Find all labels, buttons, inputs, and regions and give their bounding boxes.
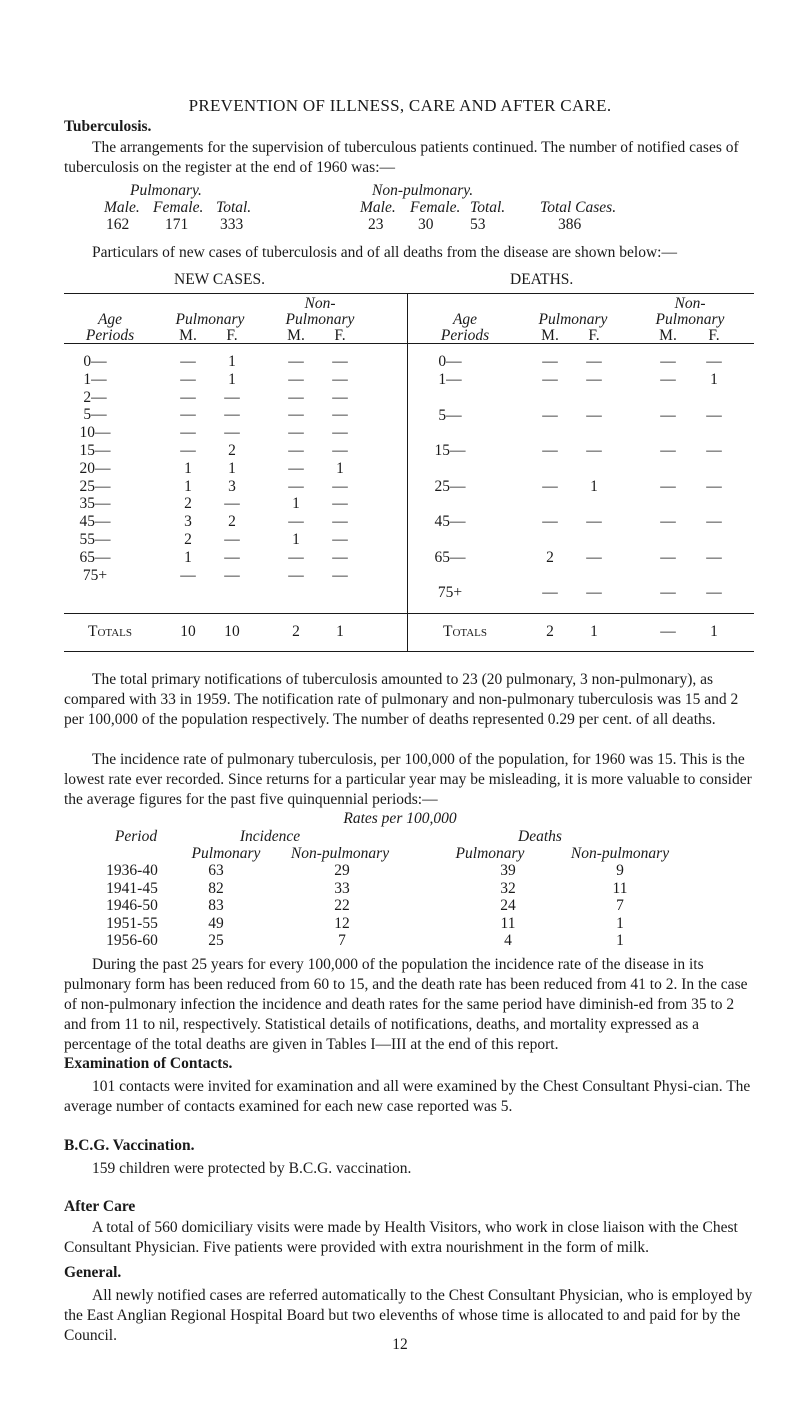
particulars-paragraph: Particulars of new cases of tuberculosis and of all deaths from the disease are shown below:— — [92, 244, 677, 261]
d-nf-cell: — — [706, 353, 722, 370]
page-number: 12 — [392, 1336, 408, 1353]
rates-inc-p-cell: 25 — [208, 932, 224, 949]
nc-pm-cell: — — [180, 370, 196, 388]
nc-nf-cell: — — [332, 531, 348, 548]
nc-age-cell: 1— — [83, 370, 107, 388]
d-pf-cell: — — [586, 353, 602, 370]
table-totals-rule — [64, 613, 754, 614]
d-pulmonary-header: Pulmonary — [538, 311, 608, 328]
register-pul-female: 171 — [165, 216, 189, 233]
contacts-heading: Examination of Contacts. — [64, 1055, 233, 1072]
register-np-total-label: Total. — [470, 199, 506, 216]
nc-age-cell: 75+ — [82, 566, 108, 584]
d-nm-cell: — — [660, 513, 676, 530]
nc-nm-cell: — — [288, 442, 304, 459]
d-total-nm: — — [660, 623, 676, 640]
aftercare-heading: After Care — [64, 1198, 136, 1215]
contacts-paragraph: 101 contacts were invited for examination and all were examined by the Chest Consultant Physi-cian. The average number of contacts examined for each new case reported was 5. — [64, 1078, 751, 1115]
d-age-cell: 65— — [434, 549, 466, 566]
register-pul-male: 162 — [106, 216, 130, 233]
table-divider — [407, 293, 408, 651]
bcg-paragraph: 159 children were protected by B.C.G. vaccination. — [92, 1160, 412, 1177]
nc-nm-cell: — — [288, 477, 304, 495]
register-pul-total: 333 — [220, 216, 244, 233]
nc-pm-cell: 1 — [184, 477, 192, 495]
nc-pulmonary-header: Pulmonary — [175, 311, 245, 328]
d-pm-cell: — — [542, 442, 558, 459]
nc-total-pf: 10 — [224, 623, 240, 640]
d-nf-header: F. — [708, 327, 720, 344]
nc-pf-header: F. — [226, 327, 238, 344]
nc-nm-cell: — — [288, 548, 304, 566]
nc-nm-cell: 1 — [292, 495, 300, 513]
nc-age-cell: 5— — [83, 406, 107, 424]
deaths-label: DEATHS. — [510, 271, 574, 288]
nc-pf-cell: 1 — [228, 353, 236, 370]
rates-d-np-cell: 1 — [616, 914, 624, 932]
nc-age-header: Age — [97, 311, 123, 328]
general-heading: General. — [64, 1264, 122, 1281]
d-total-pm: 2 — [546, 623, 554, 640]
nc-nm-cell: — — [288, 388, 304, 406]
rates-inc-np-cell: 29 — [334, 862, 350, 879]
rates-d-p-cell: 32 — [500, 879, 516, 897]
nc-pm-cell: 2 — [184, 495, 192, 513]
register-np-male-label: Male. — [360, 199, 396, 216]
d-pf-cell: — — [586, 371, 602, 388]
d-pf-cell: 1 — [590, 478, 598, 495]
rates-d-np-header: Non-pulmonary — [570, 845, 670, 862]
register-male-label: Male. — [104, 199, 140, 216]
nc-nf-cell: — — [332, 353, 348, 370]
nc-age-cell: 65— — [79, 548, 111, 566]
d-pm-cell: — — [542, 513, 558, 530]
nc-pf-cell: 3 — [228, 477, 236, 495]
nc-nf-header: F. — [334, 327, 346, 344]
nc-pm-cell: — — [180, 566, 196, 584]
d-nf-cell: — — [706, 442, 722, 459]
d-nf-cell: — — [706, 584, 722, 601]
d-nm-cell: — — [660, 407, 676, 424]
register-np-total: 53 — [470, 216, 486, 233]
rates-d-np-cell: 9 — [616, 862, 624, 879]
register-non-pulmonary-label: Non-pulmonary. — [372, 182, 474, 199]
nc-pf-cell: 1 — [228, 370, 236, 388]
tuberculosis-heading: Tuberculosis. — [64, 118, 152, 135]
nc-pm-cell: — — [180, 424, 196, 442]
d-age-cell: 1— — [438, 371, 462, 388]
nc-nm-cell: — — [288, 566, 304, 584]
nc-nf-cell: — — [332, 424, 348, 442]
rates-d-p-cell: 4 — [504, 932, 512, 949]
table-top-rule — [64, 293, 754, 294]
nc-age-cell: 55— — [79, 531, 111, 548]
nc-pf-cell: — — [224, 566, 240, 584]
rates-period-cell: 1956-60 — [106, 932, 158, 949]
register-pulmonary-label: Pulmonary. — [130, 182, 202, 199]
d-nm-cell: — — [660, 371, 676, 388]
notifications-paragraph: The total primary notifications of tuberculosis amounted to 23 (20 pulmonary, 3 non-pulmonary), as compared with 33 in 1959. The notification rate of pulmonary and non-pulmonary tuberculosis was 15 and 2 per 100,000 of the population respectively. The number of deaths represented 0.29 per cent. of all deaths. — [64, 671, 739, 728]
rates-period-cell: 1951-55 — [106, 914, 158, 932]
nc-pm-cell: — — [180, 388, 196, 406]
rates-inc-np-cell: 12 — [334, 914, 350, 932]
register-total-label: Total. — [216, 199, 252, 216]
d-age-header: Age — [452, 311, 478, 328]
nc-total-nf: 1 — [336, 623, 344, 640]
rates-inc-p-cell: 82 — [208, 879, 224, 897]
nc-age-cell: 20— — [79, 459, 111, 477]
nc-pf-cell: — — [224, 531, 240, 548]
d-nf-cell: — — [706, 478, 722, 495]
nc-nm-header: M. — [287, 327, 305, 344]
rates-d-pul-header: Pulmonary — [455, 845, 525, 862]
nc-pm-cell: 1 — [184, 459, 192, 477]
nc-age-cell: 45— — [79, 513, 111, 531]
rates-inc-p-cell: 83 — [208, 897, 224, 914]
d-nm-cell: — — [660, 353, 676, 370]
nc-pf-cell: — — [224, 388, 240, 406]
nc-age-cell: 15— — [79, 442, 111, 459]
d-pf-cell: — — [586, 549, 602, 566]
d-nf-cell: 1 — [710, 371, 718, 388]
nc-total-pm: 10 — [180, 623, 196, 640]
d-pm-cell: — — [542, 371, 558, 388]
d-nm-cell: — — [660, 478, 676, 495]
page-title: PREVENTION OF ILLNESS, CARE AND AFTER CARE. — [188, 96, 612, 115]
nc-age-cell: 10— — [79, 424, 111, 442]
rates-inc-np-cell: 7 — [338, 932, 346, 949]
nc-nf-cell: — — [332, 495, 348, 513]
nc-pm-cell: 1 — [184, 548, 192, 566]
nc-nm-cell: — — [288, 353, 304, 370]
d-pf-cell: — — [586, 513, 602, 530]
register-total-cases-label: Total Cases. — [540, 199, 617, 216]
register-total-cases: 386 — [558, 216, 582, 233]
rates-inc-p-cell: 49 — [208, 914, 224, 932]
d-nm-cell: — — [660, 442, 676, 459]
d-total-pf: 1 — [590, 623, 598, 640]
nc-nm-cell: — — [288, 513, 304, 531]
nc-nm-cell: — — [288, 406, 304, 424]
d-pf-cell: — — [586, 442, 602, 459]
rates-d-np-cell: 1 — [616, 932, 624, 949]
d-periods-header: Periods — [440, 327, 490, 344]
rates-d-np-cell: 7 — [616, 897, 624, 914]
table-bottom-rule — [64, 651, 754, 652]
d-age-cell: 15— — [434, 442, 466, 459]
nc-pf-cell: 2 — [228, 442, 236, 459]
d-pm-cell: — — [542, 478, 558, 495]
incidence-paragraph: The incidence rate of pulmonary tuberculosis, per 100,000 of the population, for 1960 was 15. This is the lowest rate ever recorded. Since returns for a particular year may be misleading, it is more valuable to consider the average figures for the past five quinquennial periods:— — [64, 751, 752, 808]
nc-pm-cell: 2 — [184, 531, 192, 548]
nc-nf-cell: — — [332, 370, 348, 388]
nc-nf-cell: — — [332, 548, 348, 566]
d-nf-cell: — — [706, 549, 722, 566]
nc-age-cell: 25— — [79, 477, 111, 495]
d-pm-cell: — — [542, 407, 558, 424]
nc-pm-cell: — — [180, 406, 196, 424]
nc-pm-cell: — — [180, 353, 196, 370]
nc-total-nm: 2 — [292, 623, 300, 640]
nc-nf-cell: — — [332, 566, 348, 584]
d-totals-label: Totals — [442, 623, 488, 640]
new-cases-label: NEW CASES. — [174, 271, 266, 288]
d-non-header: Non- — [674, 295, 706, 312]
nc-nf-cell: — — [332, 406, 348, 424]
nc-nm-cell: — — [288, 459, 304, 477]
rates-incidence-header: Incidence — [239, 828, 301, 845]
d-pm-cell: — — [542, 584, 558, 601]
rates-deaths-header: Deaths — [518, 828, 562, 845]
rates-inc-np-cell: 33 — [334, 879, 350, 897]
d-age-cell: 45— — [434, 513, 466, 530]
rates-period-cell: 1941-45 — [106, 879, 158, 897]
rates-period-cell: 1936-40 — [106, 862, 158, 879]
nc-nf-cell: — — [332, 388, 348, 406]
nc-pm-cell: — — [180, 442, 196, 459]
register-np-female: 30 — [418, 216, 434, 233]
nc-pf-cell: — — [224, 548, 240, 566]
rates-inc-np-cell: 22 — [334, 897, 350, 914]
register-np-male: 23 — [368, 216, 384, 233]
nc-age-cell: 0— — [83, 353, 107, 370]
rates-inc-pul-header: Pulmonary — [191, 845, 261, 862]
bcg-heading: B.C.G. Vaccination. — [64, 1137, 195, 1154]
nc-nf-cell: — — [332, 477, 348, 495]
nc-pm-header: M. — [179, 327, 197, 344]
d-pm-cell: 2 — [546, 549, 554, 566]
rates-inc-p-cell: 63 — [208, 862, 224, 879]
d-nf-cell: — — [706, 513, 722, 530]
nc-pf-cell: — — [224, 406, 240, 424]
nc-nf-cell: — — [332, 513, 348, 531]
nc-pf-cell: 2 — [228, 513, 236, 531]
aftercare-paragraph: A total of 560 domiciliary visits were made by Health Visitors, who work in close liaison with the Chest Consultant Physician. Five patients were provided with extra nourishment in the form of milk. — [64, 1219, 738, 1256]
intro-paragraph: The arrangements for the supervision of tuberculous patients continued. The number of notified cases of tuberculosis on the register at the end of 1960 was:— — [64, 139, 739, 176]
nc-nf-cell: 1 — [336, 459, 344, 477]
d-total-nf: 1 — [710, 623, 718, 640]
nc-pf-cell: — — [224, 495, 240, 513]
d-pm-header: M. — [541, 327, 559, 344]
nc-non-header: Non- — [304, 295, 336, 312]
nc-age-cell: 2— — [83, 388, 107, 406]
d-nf-cell: — — [706, 407, 722, 424]
d-age-cell: 0— — [438, 353, 462, 370]
rates-d-p-cell: 11 — [500, 914, 516, 932]
d-age-cell: 75+ — [437, 584, 463, 601]
rates-period-cell: 1946-50 — [106, 897, 158, 914]
d-age-cell: 5— — [438, 407, 462, 424]
nc-pf-cell: — — [224, 424, 240, 442]
register-np-female-label: Female. — [410, 199, 461, 216]
general-paragraph: All newly notified cases are referred automatically to the Chest Consultant Physician, who is employed by the East Anglian Regional Hospital Board but two elevenths of whose time is allocated to and paid for by the Council. — [64, 1287, 753, 1344]
nc-pm-cell: 3 — [184, 513, 192, 531]
rates-period-header: Period — [114, 828, 158, 845]
nc-age-cell: 35— — [79, 495, 111, 513]
d-nm-cell: — — [660, 549, 676, 566]
rates-caption: Rates per 100,000 — [343, 810, 457, 827]
d-pm-cell: — — [542, 353, 558, 370]
d-non-pulmonary-header: Pulmonary — [655, 311, 725, 328]
d-pf-cell: — — [586, 407, 602, 424]
nc-nm-cell: — — [288, 424, 304, 442]
d-age-cell: 25— — [434, 478, 466, 495]
rates-d-p-cell: 24 — [500, 897, 516, 914]
past-years-paragraph: During the past 25 years for every 100,000 of the population the incidence rate of the disease in its pulmonary form has been reduced from 60 to 15, and the death rate has been reduced from 41 to 2. In the case of non-pulmonary infection the incidence and death rates for the same period have diminish-ed from 35 to 2 and from 11 to nil, respectively. Statistical details of notifications, deaths, and mortality expressed as a percentage of the total deaths are given in Tables I—III at the end of this report. — [64, 956, 748, 1053]
d-nm-header: M. — [659, 327, 677, 344]
nc-nm-cell: 1 — [292, 531, 300, 548]
d-pf-header: F. — [588, 327, 600, 344]
nc-nf-cell: — — [332, 442, 348, 459]
register-female-label: Female. — [153, 199, 204, 216]
d-pf-cell: — — [586, 584, 602, 601]
rates-inc-np-header: Non-pulmonary — [290, 845, 390, 862]
nc-nm-cell: — — [288, 370, 304, 388]
nc-totals-label: Totals — [87, 623, 133, 640]
nc-non-pulmonary-header: Pulmonary — [285, 311, 355, 328]
d-nm-cell: — — [660, 584, 676, 601]
rates-d-np-cell: 11 — [612, 879, 628, 897]
rates-d-p-cell: 39 — [500, 862, 516, 879]
nc-periods-header: Periods — [85, 327, 135, 344]
nc-pf-cell: 1 — [228, 459, 236, 477]
